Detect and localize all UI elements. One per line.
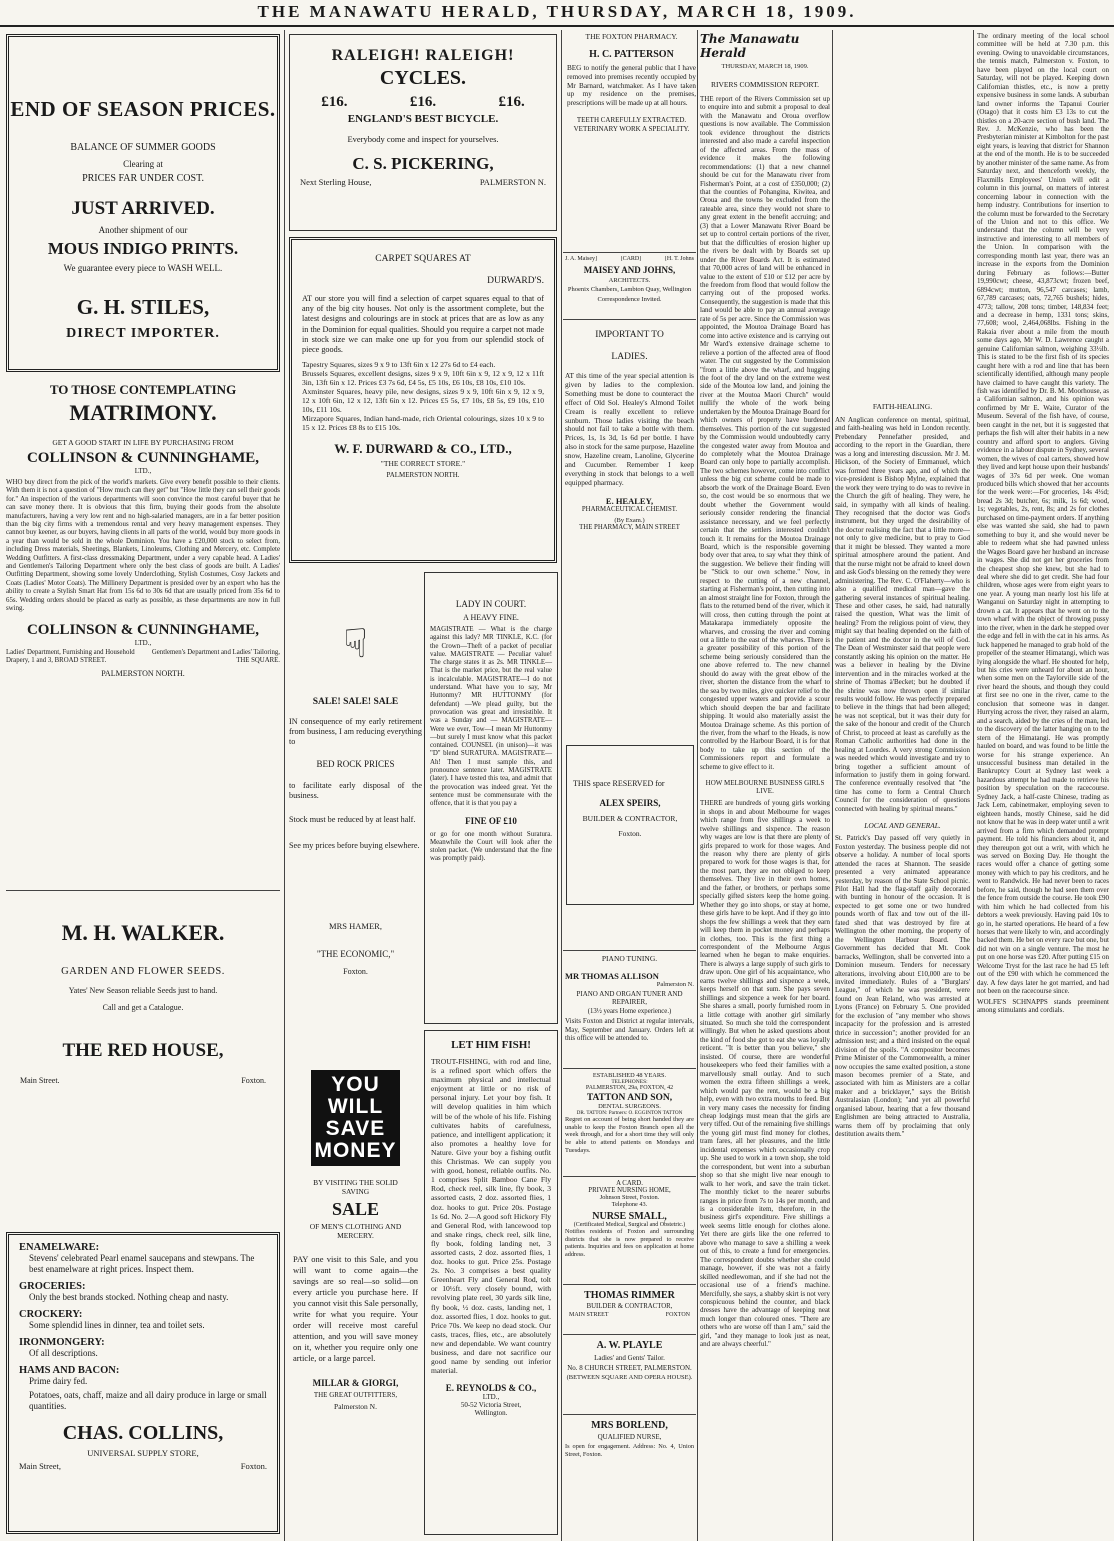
rimmer-title: BUILDER & CONTRACTOR, — [586, 1303, 673, 1310]
maisey-corr: Correspondence Invited. — [597, 296, 662, 303]
raleigh-price: £16. — [409, 94, 437, 110]
court-fine: FINE OF £10 — [465, 815, 517, 826]
reynolds-body: TROUT-FISHING, with rod and line, is a refined sport which offers the maximum physical and intellectual enjoyment at little or no risk of personal injury. Let your boy fish. It will develop qualities in him which will be of the whole of his life. Fishing cultivates habits of carefulness, patience, and intelligent application; it also promotes a healthy love for Nature. Give your boy a fishing outfit this Christmas. We can supply you with good, honest, reliable outfits. No. 1 comprises Split Bamboo Cane Fly Rod, check reel, silk line, fly book, 3 assorted casts, 2 doz. assorted flies, 1 doz. hooks to gut. Price 20s. Postage 1s 6d. No. 2—A good soft Hickory Fly and General Rod, with lancewood top and snake rings, check reel, silk line, fly book, folding landing net, 3 assorted casts, 2 doz. assorted flies, 1 doz. hooks to gut. Price 25s. Postage 2s. No. 3 comprises a best quality Greenheart Fly and General Rod, tolt or 10½ft. very closely bound, with revolving plate reel, 30 yards silk line, fly book, ½ doz. casts, landing net, 1 doz. assorted flies, 1 doz. hooks to gut. Price 70s. We keep no dead stock. Our casts, traces, flies, etc., are absolutely new and dependable. We want country business, and dare not sacrifice our good name by sending out inferior material. — [431, 1057, 551, 1376]
collins-item-heading: CROCKERY: — [19, 1309, 83, 1320]
playle-title: Ladies' and Gents' Tailor. — [594, 1354, 665, 1362]
raleigh-heading: CYCLES. — [379, 67, 467, 89]
collinson-heading: MATRIMONY. — [69, 400, 217, 425]
divider — [563, 1068, 696, 1069]
maisey-title: ARCHITECTS. — [608, 277, 651, 284]
collins-extra: Potatoes, oats, chaff, maize and all dairy produce in large or small quantities. — [29, 1390, 267, 1411]
collins-store: UNIVERSAL SUPPLY STORE, — [87, 1448, 199, 1458]
stiles-line: We guarantee every piece to WASH WELL. — [63, 263, 223, 273]
divider — [563, 1334, 696, 1335]
durward-advert — [289, 237, 557, 563]
patterson-teeth: TEETH CAREFULLY EXTRACTED. VETERINARY WORK A SPECIALITY. — [573, 115, 690, 133]
durward-heading: DURWARD'S. — [487, 276, 544, 286]
hamer-body: See my prices before buying elsewhere. — [289, 841, 420, 850]
divider — [563, 950, 696, 951]
tatton-body: Regret on account of being short handed they are unable to keep the Foxton Branch open all the week through, and for a short time they will only be able to attend patients on Mondays and Tuesdays. — [565, 1116, 694, 1154]
reynolds-heading: LET HIM FISH! — [451, 1039, 531, 1051]
stiles-heading: END OF SEASON PRICES. — [10, 97, 276, 121]
durward-heading: CARPET SQUARES AT — [375, 254, 471, 264]
faith-text: AN Anglican conference on mental, spiritual, and faith-healing was held in London recently. Prebendary Pennefather presided, and according to the report in the Guardian, there was a long and interesting discussion. Mr J. M. Hickson, of the Society of Emmanuel, which was formed three years ago, and of which the vice-president is Bishop Mylne, explained that the work they were trying to do was to revive in the Church the gift of healing. They were, he said, in sympathy with all kinds of healing. They recognised that the doctor was God's instrument, but they urged the desirability of the doctor realising the fact that a little more—not only to give medicine, but to pray to God that it might be blessed. They wanted a more spiritual atmosphere around the patient. And that the nurse might not be afraid to kneel down and ask God's blessing on the remedy they were administering. The Rev. C. O'Flaherty—who is also a qualified medical man—gave the gathering several instances of spiritual healing. These and other cases, he said, had naturally raised the question, What was the limit of healing? From the religious point of view, they might say that healing depended on the faith of the patient and the doctor in the will of God. The Dean of Westminster said that people were constantly asking his opinion on the matter. He was a believer in healing by the Divine intervention and in the miracles worked at the shrine of Thomas à'Becket; but he doubted if the shrine was now thrown open if similar results would follow. He was perfectly prepared to believe in the things that had been alleged; he was not sceptical, but it was their duty for the sake of the honour and credit of the Church of Christ, to proceed at least as carefully as the Roman Catholic authorities had done in the healing at Lourdes. A very strong Commission was needed which would investigate and try to bring together a sufficient amount of information to justify them in going forward. The conference eventually resolved that "the time has come to form a Central Church Council for the consideration of questions connected with healing by spiritual means." — [835, 416, 970, 813]
court-heading: LADY IN COURT. — [455, 599, 527, 609]
collins-item-text: Some splendid lines in dinner, tea and toilet sets. — [29, 1320, 205, 1330]
healey-title: PHARMACEUTICAL CHEMIST. — [581, 505, 678, 513]
millar-line: OF MEN'S CLOTHING AND MERCERY. — [309, 1222, 402, 1240]
divider — [563, 252, 696, 253]
rivers-text: THE report of the Rivers Commission set up to enquire into and submit a proposal to deal with the Manawatu and Oroua overflow questions is now available. The Commission took evidence throughout the districts interested and also made a careful inspection of the affected areas. From the mass of evidence it makes the following recommendations: (1) that a new channel should be cut for the Manawatu river from Fisherman's Point, at a cost of £350,000; (2) that the counties of Pohangina, Kiwitea, and Oroua and the towns be excluded from the rateable area, since they would not share to any great extent in the benefit accruing; and (3) that a Lower Manawatu River Board be set up to control certain portions of the river, but that the difficulties of erosion higher up the rivers be dealt with by Boards set up under the River Boards Act. It is estimated that 70,000 acres of land will be enhanced in value to the extent of £10 or £12 per acre by the freedom from flood that would follow the carrying out of the proposed works. Consequently, the suggestion is made that this land would be able to pay an annual average rate of 5s per acre. Since the Commission was appointed, the Moutoa Drainage Board has come into active existence and is carrying out Mr Ward's extensive drainage scheme to relieve a portion of the affected area of flood water. The cut suggested by the Commission "from a little above the wharf, and hugging the foot of the dry land on the extreme west side of the Moutoa low land, and joining the river at the Moutoa Maori Church" would nullify the whole of the work being undertaken by the Moutoa Drainage Board for which owners of property have burdened themselves. This portion of the cut suggested by the Commission would undoubtedly carry the congested water away from Moutoa and do completely what the Moutoa Drainage Board can only hope to partially accomplish. The two schemes however, come into conflict unless the big cut scheme could be made to absorb the work of the Drainage Board. Even so, the cost would be so enormous that we doubt whether the Government would seriously consider rendering the financial assistance necessary, and we feel perfectly certain that the settlers interested couldn't touch it. It remains for the Moutoa Drainage Board, which is the responsible governing body over that area, to say what they think of the suggestion. We believe their finding will be "Stick to our own scheme." Now, in respect to the cutting of a new channel, starting at Fisherman's point, then cutting into an almost straight line for Foxton, through the flats to the returned bend of the river, which it will cross, then cutting through the point at Matakarapa immediately opposite the wharves, and crossing the river and coming out a little to the east of the wharves. There is a greater possibility of this portion of the scheme being seriously considered than the one above referred to. The new channel should do away with the great elbow of the river, shorten the distance from the wharf to the sea by two miles, give quicker relief to the congested upper waters and provide a scour which should deepen the bar and facilitate shipping. It would also materially assist the Moutoa Drainage scheme. As this portion of the river, from the wharf to the Heads, is now controlled by the Harbour Board, it is for that body to take up this section of the Commissioners report and formulate a scheme to give effect to it. — [700, 95, 830, 771]
small-title: (Certificated Medical, Surgical and Obstetric.) — [573, 1222, 686, 1228]
raleigh-name: C. S. PICKERING, — [352, 154, 494, 173]
playle-name: A. W. PLAYLE — [596, 1340, 663, 1351]
small-advert — [565, 1180, 694, 1280]
millar-line: BY VISITING THE SOLID SAVING — [313, 1178, 398, 1196]
tatton-title: DENTAL SURGEONS. — [598, 1103, 661, 1110]
collinson-heading: TO THOSE CONTEMPLATING — [49, 382, 237, 397]
collinson-ltd: LTD., — [134, 638, 152, 647]
divider — [563, 1176, 696, 1177]
collinson-sub: GET A GOOD START IN LIFE BY PURCHASING FROM — [52, 438, 234, 447]
hamer-name: MRS HAMER, — [329, 921, 382, 931]
small-name: NURSE SMALL, — [592, 1211, 667, 1222]
borlend-title: QUALIFIED NURSE, — [597, 1433, 662, 1441]
durward-tag: "THE CORRECT STORE." — [380, 459, 466, 469]
millar-sale: SALE — [331, 1199, 380, 1219]
raleigh-advert — [289, 34, 557, 231]
girls-text: THERE are hundreds of young girls working in shops in and about Melbourne for wages which range from five shillings a week to twelve shillings and sixpence. The reason why wages are low is that there are plenty of girls prepared to work for those wages. And the reason why there are plenty of girls prepared to work for those wages is that, for the most part, they are not obliged to keep themselves. They live in their own homes, and the father, or brothers, or perhaps some specially gifted sisters keep the home going. Whether they go into shops, or stay at home, these girls have to be kept. And if they go into shops the few shillings a week that they earn will keep them in pocket money and perhaps in clothes, too. This is the first thing a correspondent of the Melbourne Argus learned when he began to make enquiries. There is always a large supply of such girls to draw upon. One girl of his acquaintance, who earns twelve shillings and sixpence a week, keeps herself on that sum. She pays seven shillings and sixpence a week for her board. She shares a small, poorly furnished room in a little cottage with another girl similarly situated. So much she told the correspondent willingly. But when he asked questions about the kind of food she got to eat she was loyally reticent. "It is better than you believe," she insisted. Of course, there are wonderful housekeepers who feed their families with a marvellously small outlay. And to such women the extra fifteen shillings a week, which would pay the rent, would be a big help, even with two extra mouths to feed. But in very many cases the necessity for finding cheap lodgings must mean that the girls are very tiffed. Out of the remaining five shillings the young girl must find money for clothes, tram fares, all her pleasures, and the little incidental expenses which occasionally crop up. She used to work in a town shop, she told the correspondent, but went into a suburban shop so that she might live near enough to walk to her work, and save the train ticket. The monthly ticket to the nearer suburbs ranges in price from 7s to 14s per month, and is a considerable item, therefore, in the business girl's expenditure. Five shillings a week seems little enough for clothes alone. Yet there are girls like the one referred to above who manage to save a shilling a week out of this, to create a fund for emergencies. The correspondent doubts whether she could manage, however, if she was not a fairly skilled needlewoman, and if she had not the occasional use of a friend's machine. Mercifully, she says, a shabby skirt is not very conspicuous behind the counter, and black dresses have the advantage of keeping neat much longer than coloured ones. "There are others who are worse off than I am," said the girl, "and they manage to look just as neat, and are always cheerful." — [700, 799, 830, 1349]
hamer-shop: "THE ECONOMIC," — [316, 949, 395, 959]
millar-sub: THE GREAT OUTFITTERS, — [313, 1391, 398, 1399]
raleigh-addr: Next Sterling House, — [300, 177, 372, 187]
masthead-rule — [0, 25, 1114, 27]
rimmer-advert — [565, 1290, 694, 1330]
raleigh-town: PALMERSTON N. — [479, 177, 546, 187]
collins-town: Foxton. — [240, 1461, 267, 1471]
small-card: A CARD. — [616, 1180, 643, 1187]
speirs-name: ALEX SPEIRS, — [599, 798, 661, 808]
durward-line: Mirzapore Squares, Indian hand-made, rich Oriental colourings, sizes 10 x 9 to 15 x 12. Prices £8 8s to £15 10s. — [302, 414, 544, 433]
divider — [563, 1414, 696, 1415]
column-divider — [832, 30, 833, 1541]
stiles-line: PRICES FAR UNDER COST. — [82, 173, 204, 184]
paper-title: The Manawatu Herald — [700, 32, 800, 60]
collins-item-heading: ENAMELWARE: — [19, 1242, 100, 1253]
playle-advert — [565, 1340, 694, 1410]
faith-heading: FAITH-HEALING. — [872, 402, 933, 411]
maisey-addr: Phoenix Chambers, Lambton Quay, Wellington — [567, 286, 692, 293]
court-advert — [424, 572, 558, 1024]
patterson-name: H. C. PATTERSON — [589, 49, 674, 60]
editorial-column-1 — [700, 32, 830, 1537]
stiles-title: DIRECT IMPORTER. — [66, 326, 220, 341]
durward-line: Brussels Squares, excellent designs, sizes 9 x 9, 10ft 6in x 9, 12 x 9, 12 x 11ft 3in, 13ft 6in x 12. Prices £3 7s 6d, £4 5s, £5 10s, £6 10s, £8 10s, £10 10s. — [302, 369, 544, 388]
walker-street: Main Street. — [20, 1076, 60, 1085]
hamer-body: to facilitate early disposal of the business. — [289, 781, 422, 800]
healey-heading: LADIES. — [611, 352, 648, 362]
piano-heading: PIANO TUNING. — [601, 954, 658, 963]
editorial-column-2 — [835, 32, 970, 1537]
small-tel: Telephone 43. — [611, 1201, 648, 1208]
millar-town: Palmerston N. — [334, 1402, 377, 1411]
walker-name: M. H. WALKER. — [61, 920, 225, 945]
walker-town: Foxton. — [241, 1076, 266, 1085]
piano-title: PIANO AND ORGAN TUNER AND REPAIRER, — [576, 990, 683, 1006]
collinson-town: PALMERSTON NORTH. — [101, 668, 185, 678]
local-text: St. Patrick's Day passed off very quietly in Foxton yesterday. The business people did not observe a holiday. A number of local sports attended the races at Shannon. The seaside presented a very animated appearance yesterday, by reason of the State School picnic. Pilot Hall had the flag-staff gaily decorated with bunting in honour of the occasion. It is expected to get some one or two hundred pounds worth of flax and tow out of the ill-fated shed that was destroyed by fire at Wellington the other morning, the property of the Wellington Harbour Board. The Government has decided that Mt. Cook barracks, Wellington, shall be converted into a Dominion museum. Tenders for necessary alterations, involving about £10,000 are to be invited immediately. Rules of a "Burglars' League," of which he was president, were found on Jean Reland, who was arrested at Lyons (France) on February 5. One provided for the exclusion of "any member who shows incapacity for the profession and is arrested thrice in succession"; another provided for an admission test; and a third insisted on the equal division of the spoils. "A compositor becomes Prime Minister of the Commonwealth, a miner now occupies the same exalted position, a stone mason becomes premier of a State, and associated with him as Ministers are a collar maker and a bricklayer," says the British Australasian (London); "and yet all powerful organised labour, hearing that a few thousand Englishmen are being attracted to Australia, warns them off by proclaiming that only destitution awaits them." — [835, 834, 970, 1139]
collins-name: CHAS. COLLINS, — [62, 1422, 224, 1444]
masthead: THE MANAWATU HERALD, THURSDAY, MARCH 18, 1909. — [257, 2, 857, 21]
tatton-partners: DR. TATTON: Partners: O. EGGINTON TATTON — [576, 1110, 683, 1116]
rimmer-name: THOMAS RIMMER — [584, 1290, 675, 1301]
hamer-sale: SALE! SALE! SALE — [312, 697, 399, 707]
maisey-left: J. A. Maisey] — [565, 256, 597, 262]
wolfe-text: WOLFE'S SCHNAPPS stands preeminent among stimulants and cordials. — [977, 997, 1109, 1015]
speirs-advert — [566, 745, 694, 905]
collins-item-text: Prime dairy fed. — [29, 1376, 88, 1386]
hamer-body: IN consequence of my early retirement from business, I am reducing everything to — [289, 717, 422, 746]
walker-advert — [6, 920, 280, 1125]
millar-name: MILLAR & GIORGI, — [312, 1378, 399, 1388]
divider — [563, 319, 696, 320]
healey-addr: THE PHARMACY, MAIN STREET — [579, 523, 680, 531]
millar-body: PAY one visit to this Sale, and you will want to come again—the savings are so real—so solid—on every article you purchase here. If you cannot visit this Sale personally, write for what you require. Your order will receive most careful attention, and you will save money on it, whether you require only one article, or a large parcel. — [293, 1254, 418, 1363]
girls-heading: HOW MELBOURNE BUSINESS GIRLS LIVE. — [705, 779, 825, 796]
hamer-advert — [289, 570, 422, 1035]
stiles-line: Clearing at — [123, 159, 163, 169]
patterson-advert — [565, 32, 698, 242]
court-body: MAGISTRATE — What is the charge against this lady? MR TINKLE, K.C. (for the Crown—Theft of a packet of peculiar value. MAGISTRATE — Peculiar value! The charge states it as 2s. MR TINKLE—That is the market price, but the real value is incalculable. MAGISTRATE—I do not understand. What have you to say, Mr Huttonmy? MR HUTTONMY (for defendant) —We plead guilty, but the provocation was great and irresistible. It was a Sunday and — MAGISTRATE—Were we ever, Tow—I mean Mr Huttonmy—but surely I must know what this packet contained. COUNSEL (in unison)—it was "D" blend SURATURA. MAGISTRATE—Ah! Then I must sample this, and pronounce sentence later. MAGISTRATE (later). I have tested this tea, and admit that the provocation was indeed great. Yet the sentence must be commensurate with the offence, that it is that you pay a — [430, 626, 552, 808]
collins-item-heading: GROCERIES: — [19, 1281, 86, 1292]
collins-item-heading: HAMS AND BACON: — [19, 1365, 120, 1376]
speirs-town: Foxton. — [618, 829, 642, 838]
stiles-name: G. H. STILES, — [76, 295, 210, 319]
paper-date: THURSDAY, MARCH 18, 1909. — [721, 63, 809, 70]
collins-item-text: Of all descriptions. — [29, 1348, 98, 1358]
healey-exam: (By Exam.) — [614, 516, 645, 524]
tatton-advert — [565, 1072, 694, 1172]
piano-body: Visits Foxton and District at regular intervals, May, September and January. Orders left at this office will be attended to. — [565, 1017, 694, 1043]
tatton-phones: PALMERSTON, 29a, FOXTON, 42 — [585, 1085, 674, 1091]
editorial-column-3 — [977, 32, 1109, 1537]
healey-heading: IMPORTANT TO — [595, 330, 664, 340]
collins-item-text: Stevens' celebrated Pearl enamel saucepans and stewpans. The best enamelware at right prices. Inspect them. — [29, 1253, 255, 1274]
pointing-hand-icon: ☟ — [343, 621, 368, 666]
collinson-dept: Ladies' Department, Furnishing and Household Drapery, 1 and 3, BROAD STREET. — [6, 648, 135, 664]
reynolds-addr: 50-52 Victoria Street, — [460, 1401, 522, 1410]
stiles-line: Another shipment of our — [98, 225, 188, 235]
borlend-advert — [565, 1420, 694, 1470]
rivers-heading: RIVERS COMMISSION REPORT. — [711, 80, 819, 89]
local-heading: LOCAL AND GENERAL. — [864, 821, 941, 831]
small-body: Notifies residents of Foxton and surrounding districts that she is now prepared to receive patients. Inquiries and fees on application at home address. — [565, 1228, 694, 1258]
column-divider — [973, 30, 974, 1541]
speirs-title: BUILDER & CONTRACTOR, — [582, 814, 678, 823]
durward-name: W. F. DURWARD & CO., LTD., — [334, 441, 512, 457]
walker-line: Call and get a Catalogue. — [102, 1003, 184, 1012]
reynolds-name: E. REYNOLDS & CO., — [445, 1383, 537, 1394]
column-divider — [284, 30, 285, 1541]
collinson-firm: COLLINSON & CUNNINGHAME, — [26, 450, 260, 466]
collinson-ltd: LTD., — [134, 467, 152, 475]
durward-line: Axminster Squares, heavy pile, new designs, sizes 9 x 9, 10ft 6in x 9, 12 x 9, 12 x 10ft 6in, 12 x 12, 13ft 6in x 12. Prices £5 5s, £7 10s, £8 5s, £9 10s, £10 10s, £11 10s. — [302, 387, 544, 415]
walker-line: Yates' New Season reliable Seeds just to hand. — [68, 986, 218, 995]
millar-banner: YOU WILL SAVE MONEY — [311, 1070, 400, 1166]
hamer-bed: BED ROCK PRICES — [316, 759, 395, 769]
playle-addr: No. 8 CHURCH STREET, PALMERSTON. — [567, 1364, 692, 1372]
piano-advert — [565, 954, 694, 1064]
collinson-advert — [6, 382, 280, 884]
rimmer-town: FOXTON — [665, 1312, 690, 1318]
small-home: PRIVATE NURSING HOME, — [588, 1187, 671, 1194]
healey-name: E. HEALEY, — [605, 495, 654, 506]
tatton-name: TATTON AND SON, — [586, 1093, 673, 1103]
maisey-advert — [565, 256, 694, 316]
piano-exp: (13½ years Home experience.) — [587, 1008, 672, 1015]
raleigh-line: Everybody come and inspect for yourselves. — [347, 134, 499, 144]
hamer-town: Foxton. — [343, 967, 368, 976]
collinson-body: WHO buy direct from the pick of the world's markets. Give every benefit possible to their clients. With them it is not a question of "How much can they get" but "How little they can sell their goods for." An inspection of the various departments will soon convince the most careful buyer that he can save money there. It is obvious that this firm, buying their goods from the absolute manufacturers, having a very low rent and no high-salaried managers, are in a far better position than the big city firms with a tremendous rental and very heavy management expenses. They cannot buy keener, as our buyers, having clients in all parts of the world, would buy more goods in a year than would be sold in the whole Dominion. You have a £20,000 stock to select from, including Dress materials, Sheetings, Blankets, Linoleums, Clothing and Mercery, etc. Complete Wedding Outfitters. A first-class dressmaking Department, under a very capable head. A Ladies' and Gentlemen's Tailoring Department where only the best class of goods are built. A Ladies' Outfitting Department, showing some lovely Underclothing, Stylish Costumes, Cosy Jackets and Coats (Ladies' Motor Coats). The Millinery Department is presided over by an expert who has the ability to create a Stylish Smart Hat from 15s 6d to 30s 6d that are usually priced from 35s 6d to 65s. Wedding orders should be placed as early as possible, as these departments are now in full swing. — [6, 479, 280, 613]
speirs-line: THIS space RESERVED for — [573, 779, 665, 788]
raleigh-price: £16. — [321, 94, 348, 110]
piano-name: MR THOMAS ALLISON — [565, 971, 659, 981]
maisey-right: [H. T. Johns — [664, 256, 694, 262]
raleigh-heading: RALEIGH! RALEIGH! — [331, 47, 515, 64]
healey-body: AT this time of the year special attention is given by ladies to the complexion. Something must be done to counteract the effect of Old Sol. Healey's Almond Toilet Cream is really excellent to relieve sunburn. Those ladies visiting the beach should not fail to take a bottle with them. Prices, 1s, 1s 3d, 1s 6d per bottle. I have also in stock for the same purpose, Hazeline snow, Hazeline cream, Lanoline, Glycerine and Cucumber. Remember I keep everything in stock that belongs to a well equipped pharmacy. — [565, 371, 694, 487]
court-after: or go for one month without Suratura. Meanwhile the Court will look after the stolen packet. (We understand that the fine was promptly paid). — [430, 830, 552, 863]
walker-shop: THE RED HOUSE, — [62, 1040, 224, 1061]
durward-line: Tapestry Squares, sizes 9 x 9 to 13ft 6in x 12 27s 6d to £4 each. — [302, 360, 496, 370]
stiles-heading: MOUS INDIGO PRINTS. — [47, 239, 239, 258]
reynolds-town: Wellington. — [474, 1409, 508, 1418]
column-divider — [561, 30, 562, 1541]
hamer-body: Stock must be reduced by at least half. — [289, 815, 416, 824]
patterson-heading: THE FOXTON PHARMACY. — [585, 32, 678, 41]
local-text: The ordinary meeting of the local school committee will be held at 7.30 p.m. this evening. Owing to unavoidable circumstances, the tennis match, Palmerston v. Foxton, to have been played on the local court on Saturday, will not be played. Keeping down Californian thistles, etc., is now a pretty expensive business in some lands. A suburban land owner informs the Tapanui Courier (Otago) that it costs him £3 13s to cut the thistles on a 20-acre section of bush land. The Rev. J. McKenzie, who has been the Presbyterian minister at Kimbolton for the past eight years, is leaving that district for Shannon at the end of the month. He is to be succeeded by another minister of the same name. As from Saturday next, and thenceforth weekly, the Flaxmills Employees' Union will edit a column in this journal, on matters of interest concerning labour in connection with the hemp industry. Contributions for insertion to the column must be forwarded to the Secretary of the Union and not to this office. We understand that the column will be very instructive and interesting to all members of the Union. In comparison with the corresponding month last year, there was an increase in the exports from the Dominion during February as follows:—Butter 19,990cwt; cheese, 43,873cwt; frozen beef, 6894cwt; mutton, 96,547 carcases; lamb, 67,789 carcases; oats, 72,765 bushels; hides, 4773; tallow, 208 tons; timber, 148,834 feet; and a decrease in hemp, 1331 tons; skins, 77,608; wool, 2,464,068lbs. Fishing in the Rakaia river about a mile from the mouth some days ago, Mr W. D. Lawrence caught a genuine Californian salmon, weighing 33½lb. This is stated to be the first fish of its species caught here with a rod and line that has been scientifically identified, although many people have claimed to have caught this variety. The fish was identified by Dr. B. M. Moorhouse, as a Californian salmon, and his opinion was confirmed by Mr E. Waite, Curator of the Museum. Several of the fish have, of course, been caught in the net, but it is suggested that perhaps the fish will alter their habits in a new country and afford sport to anglers. Giving evidence in a labour dispute in Sydney, several women, the wives of coal carters, showed how they lived and kept house upon their husbands' wages of 37s 6d per week. One woman produced bills which showed that her accounts for the week were:—For groceries, 14s 4½d; bread 2s 3d; butcher, 6s; milk, 1s 6d; wood, 1s; vegetables, 2s, rent, 8s; and 2s for clothes purchased on time-payment orders. If anything else was wanted she said, she had to pawn something to buy it, and she would never be able to redeem what she had pawned unless the Wages Board gave her husband an increase in wages. She did not get her groceries from the cheapest shop she knew, but she had to deal where she did to get credit. She had four children, whose ages were from eight years to one year. A young man nearly lost his life at Wanganui on Saturday night in attempting to drown a cat. It appears that he went on to the town wharf with the object of throwing pussy into the river, when in the dark he stepped over the edge and fell in with the cat in his arms. As luck happened he managed to grab hold of the propeller of the steamer Himatangi, which was lying alongside the wharf. He shouted for help, but his cries were unheard for about an hour, when some men on the Taylorville side of the river heard the shouts, and though they could at first see no one in the river, came to the conclusion that someone was in danger. Hurrying across the river, they raised an alarm, and a search, aided by the cries of the man, led to the discovery of the latter hanging on to the stern of the Himatangi. He was promptly hauled on board, and was found to be little the worse for his strange experience. An unsuccessful business man detailed in the Bankruptcy Court at Sydney last week a hazardous attempt he had made to retrieve his position by speculation on the racecourse. Sydney Jack, a half-caste Chinese, trading as Jack Lem, cabinetmaker, employing seven to eighteen hands, mostly Chinese, said he did not know that he was in deep water until a writ arrived from a firm which demanded prompt payment. He told his financiers about it, and they thereupon got out a writ, with which he was served on Boxing Day. He thought the races would offer a chance of getting some money with which to pay his creditors, and he went to Randwick. He had never been to races before, he said, though he had seen them over the fence from outside the course. He took £90 with him which he had collected from his debtors a week previously. Having paid 10s to go in, he started operations. He heard of a few horses that were likely to win, and accordingly backed them. He bet on every race but one, but did not win on a single venture. The most he put on one horse was £20. After putting £15 on Welcome Tryst for the last race he had £5 left out of the £90 with which he commenced the day. A few days later he got married, and had not been on the racecourse since. — [977, 32, 1109, 996]
stiles-line: BALANCE OF SUMMER GOODS — [70, 142, 216, 153]
collins-item-text: Only the best brands stocked. Nothing cheap and nasty. — [29, 1292, 229, 1302]
borlend-name: MRS BORLEND, — [591, 1420, 668, 1431]
collinson-dept: Gentlemen's Department and Ladies' Tailoring, THE SQUARE. — [151, 648, 280, 664]
walker-line: GARDEN AND FLOWER SEEDS. — [61, 966, 225, 977]
divider — [6, 890, 280, 891]
raleigh-line: ENGLAND'S BEST BICYCLE. — [347, 113, 499, 125]
playle-note: (BETWEEN SQUARE AND OPERA HOUSE). — [566, 1374, 693, 1381]
healey-advert — [565, 330, 694, 570]
durward-body: AT our store you will find a selection of carpet squares equal to that of any of the big city houses. Not only is the assortment complete, but the latest designs and colourings are in stock at prices that are as low as any in the Dominion for equal qualities. Should you require a carpet not made in stock size we can make one up for you from our splendid stock of piece goods. — [302, 294, 544, 355]
piano-town: Palmerston N. — [656, 981, 694, 988]
patterson-body: BEG to notify the general public that I have removed into premises recently occupied by Mr Barnard, watchmaker. As I have taken up my residence on the premises, prescriptions will be made up at all hours. — [567, 64, 696, 108]
maisey-name: MAISEY AND JOHNS, — [583, 265, 676, 275]
durward-town: PALMERSTON NORTH. — [386, 471, 460, 480]
collinson-firm: COLLINSON & CUNNINGHAME, — [26, 621, 260, 638]
raleigh-price: £16. — [498, 94, 525, 110]
rimmer-street: MAIN STREET — [569, 1312, 609, 1318]
divider — [563, 1284, 696, 1285]
small-addr: Johnson Street, Foxton. — [599, 1194, 660, 1201]
collins-advert — [6, 1232, 280, 1534]
collins-item-heading: IRONMONGERY: — [19, 1337, 105, 1348]
tatton-est: ESTABLISHED 48 YEARS. — [592, 1072, 667, 1079]
reynolds-advert — [424, 1030, 558, 1535]
tatton-tel: TELEPHONES: — [611, 1079, 648, 1085]
collins-street: Main Street, — [19, 1461, 62, 1471]
reynolds-ltd: LTD., — [482, 1393, 500, 1402]
millar-advert — [289, 1070, 422, 1535]
column-divider — [697, 30, 698, 1541]
stiles-heading: JUST ARRIVED. — [71, 198, 215, 219]
borlend-body: Is open for engagement. Address: No. 4, Union Street, Foxton. — [565, 1443, 694, 1458]
court-heading: A HEAVY FINE. — [463, 613, 519, 622]
collins-items — [19, 1242, 267, 1387]
maisey-card: [CARD] — [620, 256, 642, 262]
stiles-advert — [6, 34, 280, 372]
